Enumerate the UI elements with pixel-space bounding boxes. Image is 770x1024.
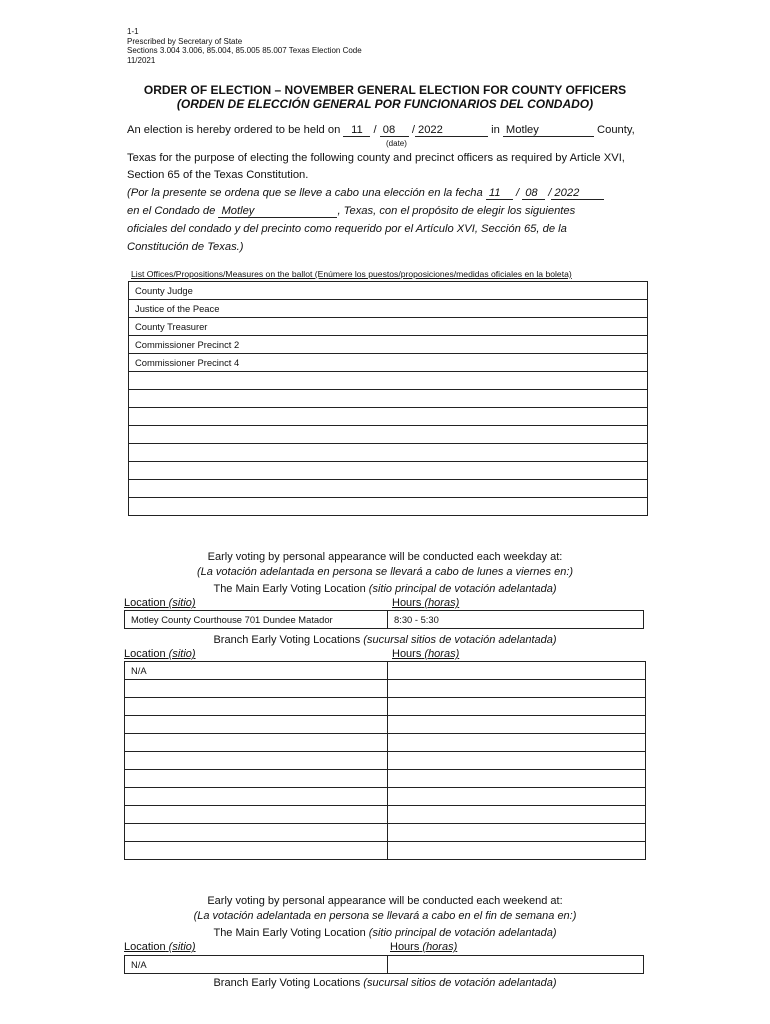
table-row [125, 842, 646, 860]
table-row [129, 444, 648, 462]
office-cell[interactable]: County Judge [129, 282, 648, 300]
order-es-line-3: oficiales del condado y del precinto como requerido por el Artículo XVI, Sección 65, de la [127, 223, 567, 235]
es-election-day[interactable]: 08 [522, 187, 545, 200]
branch-hours-cell[interactable] [388, 788, 646, 806]
table-row [129, 426, 648, 444]
election-month[interactable]: 11 [343, 124, 370, 137]
branch-hours-cell[interactable] [388, 752, 646, 770]
table-row [125, 806, 646, 824]
table-row [129, 462, 648, 480]
table-row [129, 282, 648, 300]
branch-location-cell[interactable]: N/A [125, 662, 388, 680]
branch-hours-cell[interactable] [388, 662, 646, 680]
order-line-2: Texas for the purpose of electing the following county and precinct officers as required by Article XVI, [127, 152, 625, 164]
branch-hours-cell[interactable] [388, 716, 646, 734]
branch-hours-cell[interactable] [388, 734, 646, 752]
table-row [129, 390, 648, 408]
election-year[interactable]: 2022 [415, 124, 488, 137]
form-header [127, 27, 362, 65]
weekday-main-location[interactable]: Motley County Courthouse 701 Dundee Matador [125, 611, 388, 629]
branch-hours-cell[interactable] [388, 698, 646, 716]
order-es-line-4: Constitución de Texas.) [127, 241, 244, 253]
branch-hours-label: Hours (horas) [392, 648, 460, 660]
office-cell[interactable] [129, 408, 648, 426]
branch-hours-cell[interactable] [388, 842, 646, 860]
branch-location-cell[interactable] [125, 824, 388, 842]
county-field[interactable]: Motley [503, 124, 594, 137]
weekend-main-hours[interactable] [388, 956, 644, 974]
weekend-main-table [124, 955, 644, 974]
es-county-field[interactable]: Motley [218, 205, 337, 218]
branch-location-label: Location (sitio) [124, 648, 196, 660]
branch-location-cell[interactable] [125, 806, 388, 824]
weekend-main-location[interactable]: N/A [125, 956, 388, 974]
table-row [125, 824, 646, 842]
code-sections: Sections 3.004 3.006, 85.004, 85.005 85.007 Texas Election Code [127, 46, 362, 56]
order-es-line-2: en el Condado de Motley , Texas, con el propósito de elegir los siguientes [127, 205, 576, 217]
weekend-line-2: (La votación adelantada en persona se llevará a cabo en el fin de semana en:) [193, 910, 577, 922]
branch-location-cell[interactable] [125, 716, 388, 734]
table-row [125, 680, 646, 698]
office-cell[interactable]: County Treasurer [129, 318, 648, 336]
weekend-location-label: Location (sitio) [124, 941, 196, 953]
branch-hours-cell[interactable] [388, 770, 646, 788]
table-row [129, 336, 648, 354]
weekday-branch-label: Branch Early Voting Locations (sucursal sitios de votación adelantada) [213, 634, 557, 646]
office-cell[interactable]: Commissioner Precinct 2 [129, 336, 648, 354]
office-cell[interactable]: Justice of the Peace [129, 300, 648, 318]
offices-list-header: List Offices/Propositions/Measures on the ballot (Enúmere los puestos/proposiciones/medidas oficiales en la boleta) [131, 269, 572, 279]
order-es-line-1: (Por la presente se ordena que se lleve a cabo una elección en la fecha 11 / 08 / 2022 [127, 187, 604, 200]
weekday-branch-table [124, 661, 646, 860]
office-cell[interactable] [129, 444, 648, 462]
weekend-branch-label: Branch Early Voting Locations (sucursal sitios de votación adelantada) [213, 977, 557, 989]
table-row [125, 752, 646, 770]
weekday-line-2: (La votación adelantada en persona se llevará a cabo de lunes a viernes en:) [196, 566, 574, 578]
office-cell[interactable] [129, 426, 648, 444]
branch-hours-cell[interactable] [388, 680, 646, 698]
order-line-1: An election is hereby ordered to be held on 11 / 08 / 2022 in Motley County, [127, 124, 635, 136]
office-cell[interactable] [129, 498, 648, 516]
office-cell[interactable] [129, 390, 648, 408]
weekday-hours-label: Hours (horas) [392, 597, 460, 609]
order-line-3: Section 65 of the Texas Constitution. [127, 169, 309, 181]
branch-location-cell[interactable] [125, 770, 388, 788]
form-number: 1-1 [127, 27, 139, 36]
table-row [125, 956, 644, 974]
table-row [125, 716, 646, 734]
prescribed-by: Prescribed by Secretary of State [127, 36, 243, 46]
table-row [125, 734, 646, 752]
table-row [129, 480, 648, 498]
table-row [125, 662, 646, 680]
table-row [129, 408, 648, 426]
weekday-line-1: Early voting by personal appearance will be conducted each weekday at: [207, 551, 563, 563]
table-row [125, 770, 646, 788]
office-cell[interactable] [129, 480, 648, 498]
form-date: 11/2021 [127, 55, 156, 65]
table-row [125, 611, 644, 629]
election-day[interactable]: 08 [380, 124, 409, 137]
title-english: ORDER OF ELECTION – NOVEMBER GENERAL ELECTION FOR COUNTY OFFICERS [143, 83, 627, 97]
branch-location-cell[interactable] [125, 752, 388, 770]
weekend-line-1: Early voting by personal appearance will be conducted each weekend at: [207, 895, 563, 907]
branch-location-cell[interactable] [125, 680, 388, 698]
weekday-main-hours[interactable]: 8:30 - 5:30 [388, 611, 644, 629]
office-cell[interactable] [129, 372, 648, 390]
branch-location-cell[interactable] [125, 734, 388, 752]
es-election-year[interactable]: 2022 [551, 187, 604, 200]
title-spanish: (ORDEN DE ELECCIÓN GENERAL POR FUNCIONARIOS DEL CONDADO) [176, 97, 594, 111]
weekend-main-label: The Main Early Voting Location (sitio principal de votación adelantada) [213, 927, 557, 939]
branch-location-cell[interactable] [125, 842, 388, 860]
weekend-hours-label: Hours (horas) [390, 941, 458, 953]
weekday-main-label: The Main Early Voting Location (sitio principal de votación adelantada) [213, 583, 557, 595]
weekday-location-label: Location (sitio) [124, 597, 196, 609]
weekday-main-table [124, 610, 644, 629]
table-row [129, 318, 648, 336]
branch-hours-cell[interactable] [388, 806, 646, 824]
branch-location-cell[interactable] [125, 698, 388, 716]
table-row [129, 300, 648, 318]
table-row [129, 354, 648, 372]
date-note: (date) [386, 139, 407, 148]
table-row [125, 698, 646, 716]
table-row [129, 498, 648, 516]
es-election-month[interactable]: 11 [486, 187, 513, 200]
table-row [129, 372, 648, 390]
branch-hours-cell[interactable] [388, 824, 646, 842]
table-row [125, 788, 646, 806]
branch-location-cell[interactable] [125, 788, 388, 806]
office-cell[interactable]: Commissioner Precinct 4 [129, 354, 648, 372]
office-cell[interactable] [129, 462, 648, 480]
offices-table [128, 281, 648, 516]
